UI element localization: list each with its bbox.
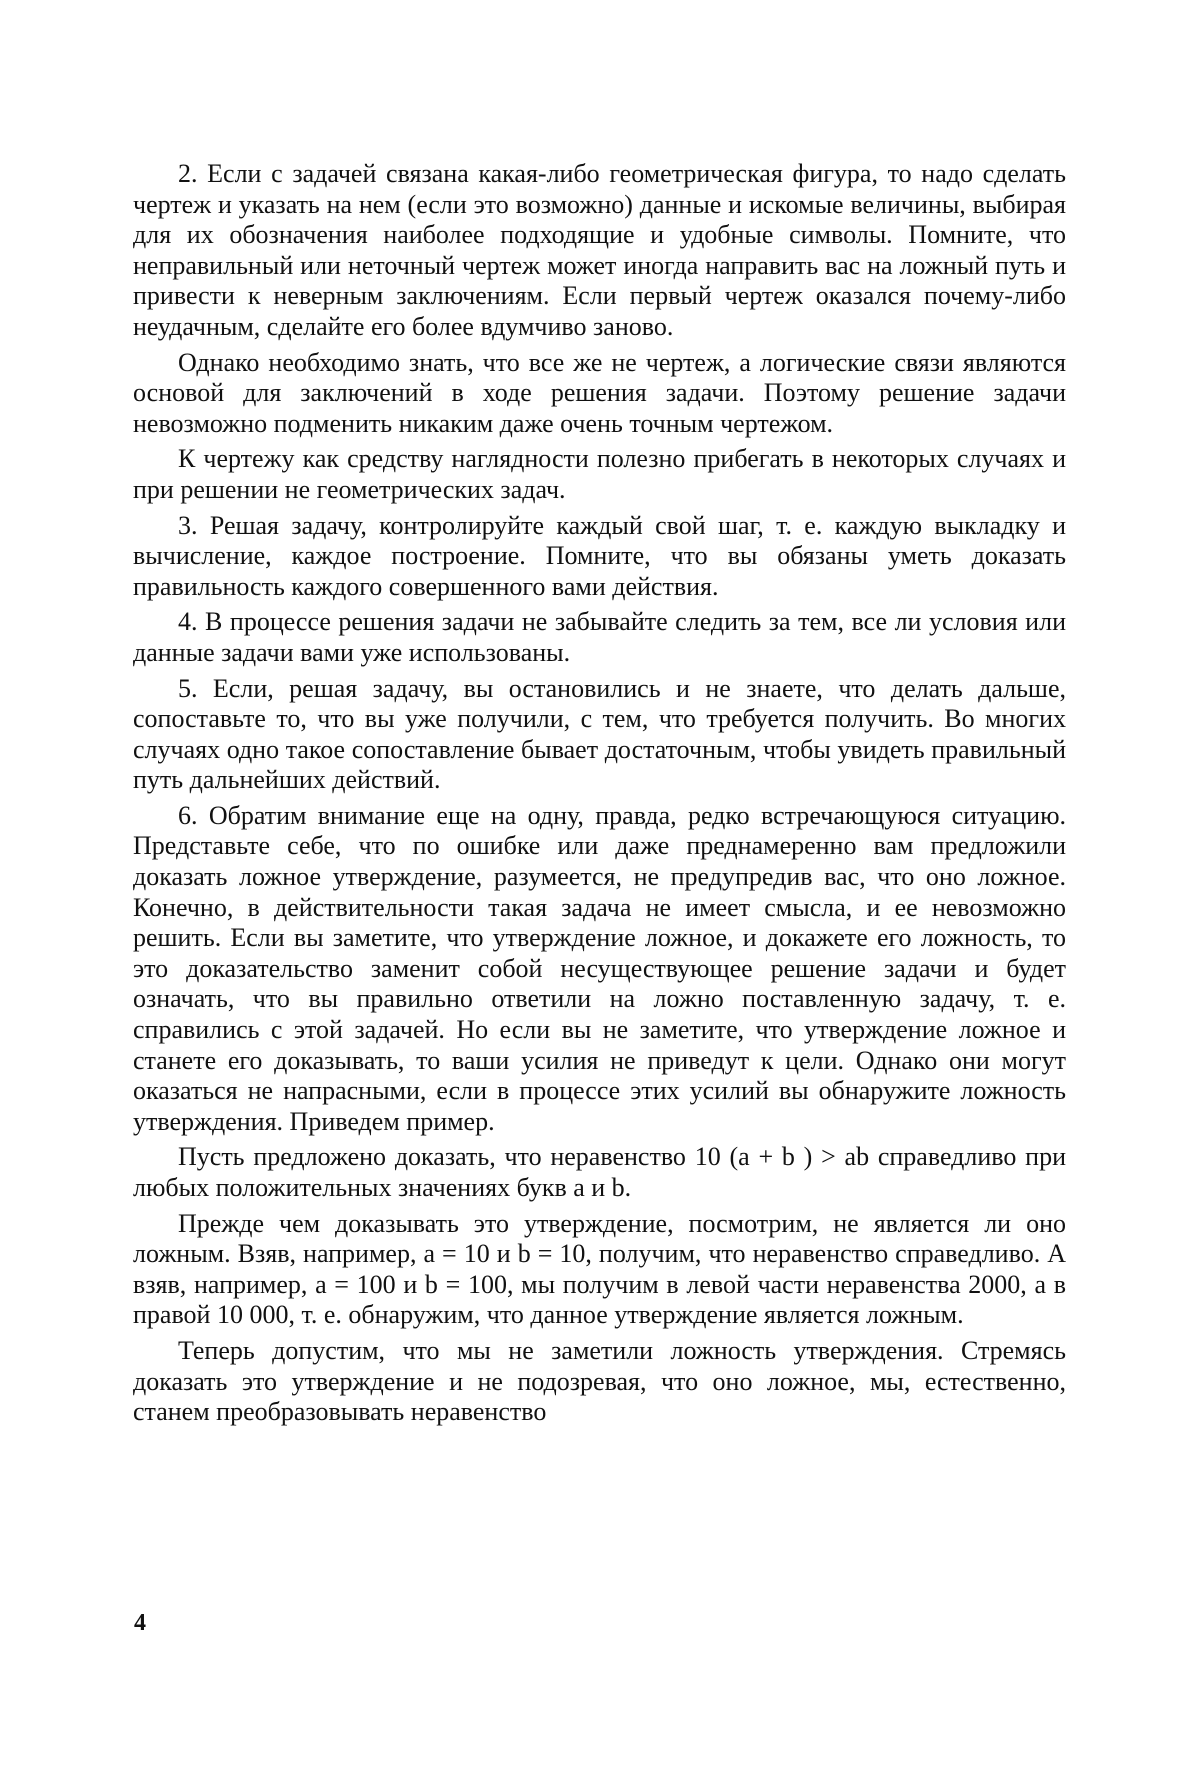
paragraph-6-false-statement: 6. Обратим внимание еще на одну, правда, редко встречающуюся ситуацию. Представьте себе, что по ошибке или даже преднамеренно вам предложили доказать ложное утверждение, разумеется, не предупредив вас, что оно ложное. Конечно, в действительности такая задача не имеет смысла, и ее невозможно решить. Если вы заметите, что утверждение ложное, и докажете его ложность, то это доказательство заменит собой несуществующее решение задачи и будет означать, что вы правильно ответили на ложно поставленную задачу, т. е. справились с этой задачей. Но если вы не заметите, что утверждение ложное и станете его доказывать, то ваши усилия не приведут к цели. Однако они могут оказаться не напрасными, если в процессе этих усилий вы обнаружите ложность утверждения. Приведем пример. bbox=[133, 800, 1066, 1136]
paragraph-5-compare: 5. Если, решая задачу, вы остановились и не знаете, что делать дальше, сопоставьте то, что вы уже получили, с тем, что требуется получить. Во многих случаях одно такое сопоставление бывает достаточным, чтобы увидеть правильный путь дальнейших действий. bbox=[133, 673, 1066, 795]
paragraph-4-conditions-used: 4. В процессе решения задачи не забывайте следить за тем, все ли условия или данные задачи вами уже использованы. bbox=[133, 607, 1066, 667]
page-number: 4 bbox=[134, 1610, 146, 1636]
paragraph-inequality-example: Пусть предложено доказать, что неравенство 10 (a + b ) > ab справедливо при любых положительных значениях букв a и b. bbox=[133, 1142, 1066, 1202]
paragraph-logical-links: Однако необходимо знать, что все же не чертеж, а логические связи являются основой для заключений в ходе решения задачи. Поэтому решение задачи невозможно подменить никаким даже очень точным чертежом. bbox=[133, 347, 1066, 438]
paragraph-3-control-steps: 3. Решая задачу, контролируйте каждый свой шаг, т. е. каждую выкладку и вычисление, каждое построение. Помните, что вы обязаны уметь доказать правильность каждого совершенного вами действия. bbox=[133, 510, 1066, 601]
paragraph-suppose: Теперь допустим, что мы не заметили ложность утверждения. Стремясь доказать это утверждение и не подозревая, что оно ложное, мы, естественно, станем преобразовывать неравенство bbox=[133, 1335, 1066, 1427]
body-text bbox=[133, 159, 1066, 1428]
paragraph-check-false: Прежде чем доказывать это утверждение, посмотрим, не является ли оно ложным. Взяв, например, a = 10 и b = 10, получим, что неравенство справедливо. А взяв, например, a = 100 и b = 100, мы получим в левой части неравенства 2000, а в правой 10 000, т. е. обнаружим, что данное утверждение является ложным. bbox=[133, 1208, 1066, 1330]
paragraph-drawing-non-geometric: К чертежу как средству наглядности полезно прибегать в некоторых случаях и при решении не геометрических задач. bbox=[133, 444, 1066, 504]
paragraph-2-drawing: 2. Если с задачей связана какая-либо геометрическая фигура, то надо сделать чертеж и указать на нем (если это возможно) данные и искомые величины, выбирая для их обозначения наиболее подходящие и удобные символы. Помните, что неправильный или неточный чертеж может иногда направить вас на ложный путь и привести к неверным заключениям. Если первый чертеж оказался почему-либо неудачным, сделайте его более вдумчиво заново. bbox=[133, 159, 1066, 341]
